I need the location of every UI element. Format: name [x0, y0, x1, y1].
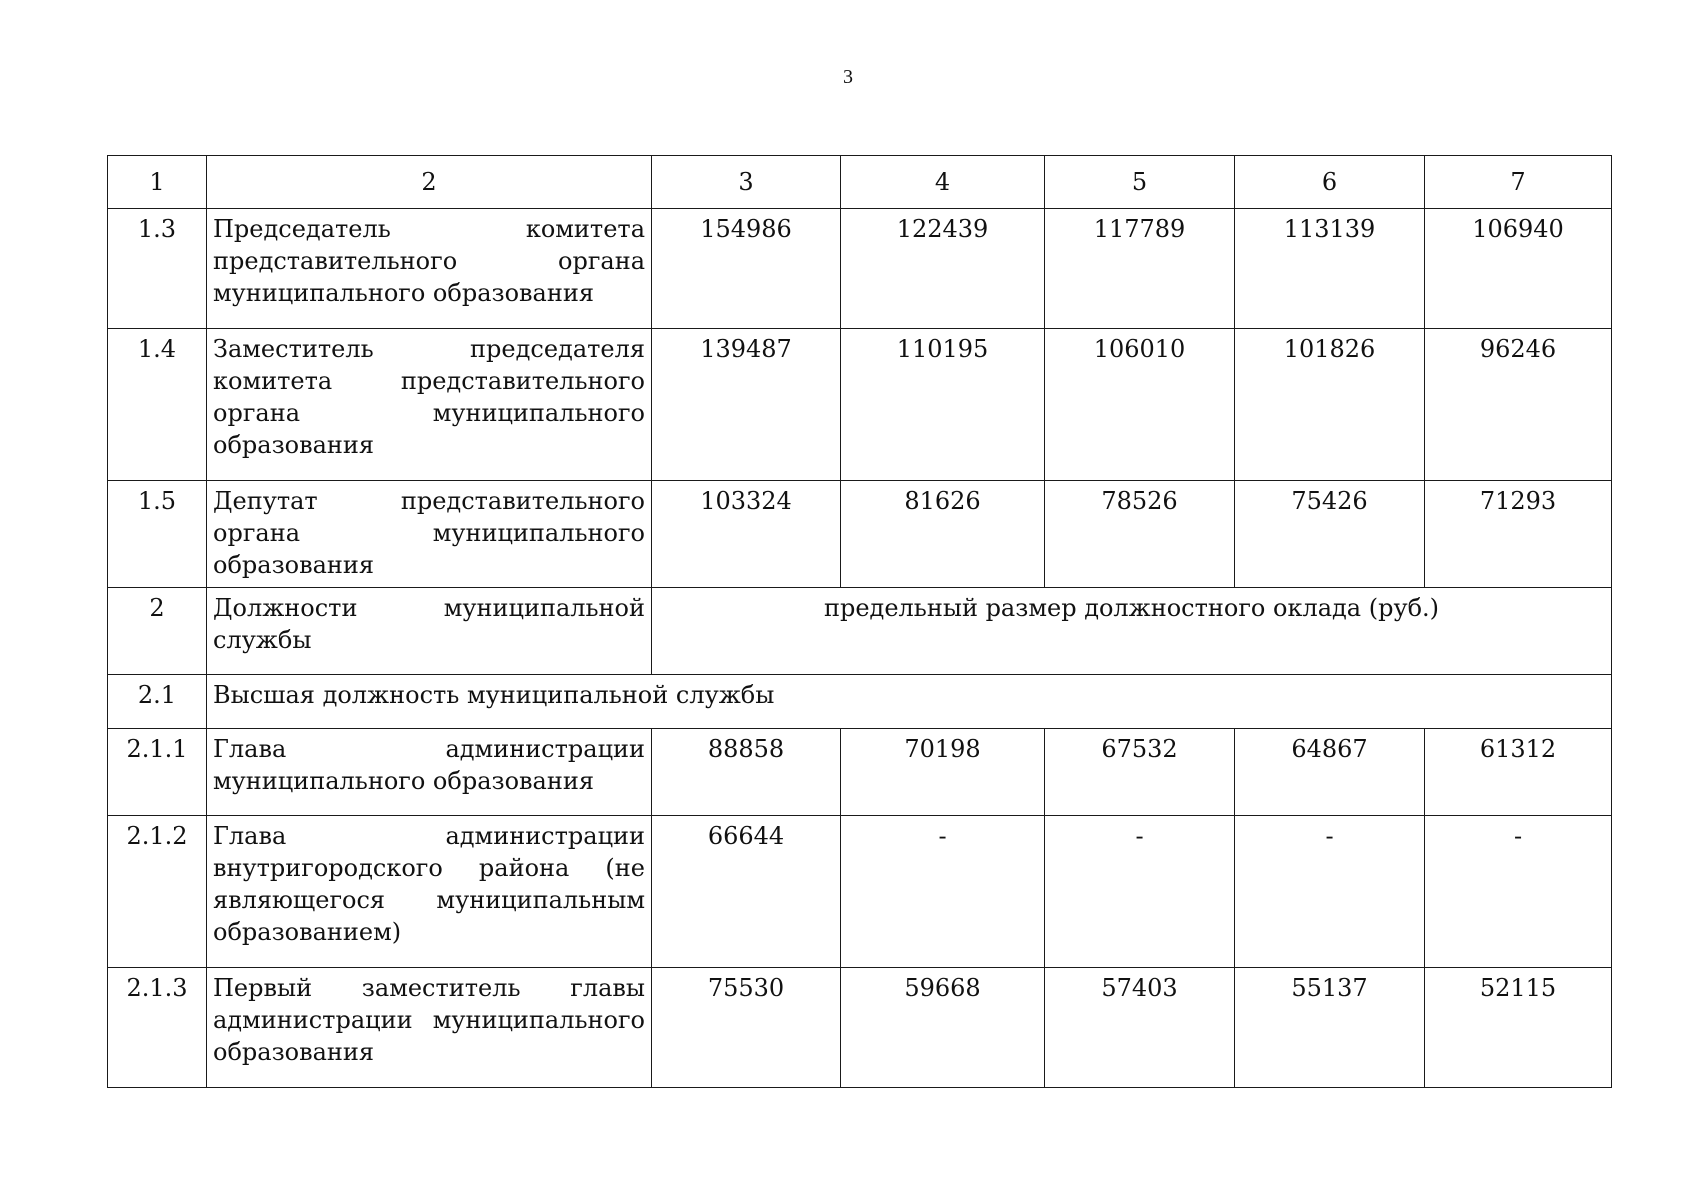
value-cell: 64867	[1235, 729, 1425, 816]
value-cell: -	[1425, 816, 1612, 968]
section-title: Высшая должность муниципальной службы	[207, 675, 1612, 729]
position-name: Депутат представительного органа муниципального образования	[207, 481, 652, 588]
value-cell: 75426	[1235, 481, 1425, 588]
position-name: Глава администрации внутригородского района (не являющегося муниципальным образованием)	[207, 816, 652, 968]
position-name: Председатель комитета представительного органа муниципального образования	[207, 209, 652, 329]
header-cell: 7	[1425, 156, 1612, 209]
value-cell: 88858	[652, 729, 841, 816]
value-cell: 106940	[1425, 209, 1612, 329]
value-cell: 67532	[1045, 729, 1235, 816]
table-row	[108, 729, 1612, 816]
header-cell: 2	[207, 156, 652, 209]
position-name: Первый заместитель главы администрации муниципального образования	[207, 968, 652, 1088]
value-cell: 61312	[1425, 729, 1612, 816]
header-cell: 4	[841, 156, 1045, 209]
value-cell: 70198	[841, 729, 1045, 816]
row-number: 1.5	[108, 481, 207, 588]
value-cell: 113139	[1235, 209, 1425, 329]
value-cell: -	[1235, 816, 1425, 968]
section-row	[108, 675, 1612, 729]
row-number: 1.4	[108, 329, 207, 481]
salary-note: предельный размер должностного оклада (руб.)	[652, 588, 1612, 675]
value-cell: 75530	[652, 968, 841, 1088]
value-cell: 78526	[1045, 481, 1235, 588]
header-cell: 1	[108, 156, 207, 209]
value-cell: 81626	[841, 481, 1045, 588]
table-row	[108, 968, 1612, 1088]
table-row	[108, 816, 1612, 968]
row-number: 1.3	[108, 209, 207, 329]
value-cell: -	[841, 816, 1045, 968]
row-number: 2.1.3	[108, 968, 207, 1088]
value-cell: 139487	[652, 329, 841, 481]
position-name: Глава администрации муниципального образования	[207, 729, 652, 816]
page-number: 3	[843, 66, 853, 88]
position-name: Заместитель председателя комитета представительного органа муниципального образования	[207, 329, 652, 481]
table-row	[108, 209, 1612, 329]
value-cell: 57403	[1045, 968, 1235, 1088]
value-cell: 103324	[652, 481, 841, 588]
value-cell: 96246	[1425, 329, 1612, 481]
header-cell: 5	[1045, 156, 1235, 209]
value-cell: 59668	[841, 968, 1045, 1088]
value-cell: 52115	[1425, 968, 1612, 1088]
row-number: 2	[108, 588, 207, 675]
value-cell: 117789	[1045, 209, 1235, 329]
value-cell: -	[1045, 816, 1235, 968]
value-cell: 110195	[841, 329, 1045, 481]
value-cell: 66644	[652, 816, 841, 968]
salary-table	[107, 155, 1612, 1088]
value-cell: 55137	[1235, 968, 1425, 1088]
value-cell: 154986	[652, 209, 841, 329]
position-name: Должности муниципальной службы	[207, 588, 652, 675]
row-number: 2.1.2	[108, 816, 207, 968]
row-number: 2.1.1	[108, 729, 207, 816]
value-cell: 122439	[841, 209, 1045, 329]
table-row	[108, 481, 1612, 588]
header-row	[108, 156, 1612, 209]
row-number: 2.1	[108, 675, 207, 729]
value-cell: 106010	[1045, 329, 1235, 481]
header-cell: 6	[1235, 156, 1425, 209]
table-row	[108, 329, 1612, 481]
value-cell: 71293	[1425, 481, 1612, 588]
section-row	[108, 588, 1612, 675]
header-cell: 3	[652, 156, 841, 209]
value-cell: 101826	[1235, 329, 1425, 481]
